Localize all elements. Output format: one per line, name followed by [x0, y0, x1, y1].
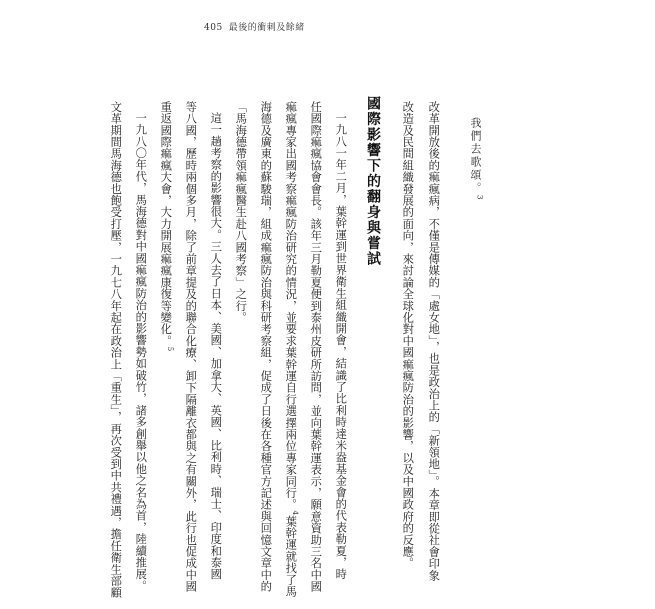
intro-line-2: 改造及民間組織發展的面向，來討論全球化對中國痲瘋防治的影響，以及中國政府的反應。 — [401, 101, 415, 569]
para3-line-2: 文革期間馬海德也飽受打壓，一九七八年起在政治上「重生」，再次受到中共禮遇，擔任衛生部顧 — [109, 101, 123, 599]
para1-line-3-text: 痲瘋專家出國考察痲瘋防治研究的情況，並要求葉幹運自行選擇兩位專家同行。 — [284, 101, 298, 511]
para1-line-3 — [285, 101, 298, 597]
section-title: 國際影響下的翻身與嘗試 — [365, 96, 381, 267]
footnote-marker-5: 5 — [166, 346, 175, 352]
para2-line-c — [160, 101, 173, 352]
para1-line-1: 一九八一年二月，葉幹運到世界衛生組織開會，結識了比利時達米盎基金會的代表勒夏，時 — [334, 112, 348, 580]
para1-line-2: 任國際痲瘋協會會長。該年三月勒夏便到泰州皮研所訪問，並向葉幹運表示，願意資助三名中國 — [309, 101, 323, 593]
para1-line-5: 「馬海德帶領痲瘋醫生赴八國考察」之行。 — [234, 101, 248, 324]
page-number: 405 — [204, 23, 223, 33]
intro-line-1: 改革開放後的痲瘋病，不僅是傳媒的「處女地」，也是政治上的「新領地」。本章即從社會印象 — [427, 101, 441, 582]
poem-line — [470, 117, 483, 201]
para2-line-a: 這一趟考察的影響很大。三人去了日本、美國、加拿大、英國、比利時、瑞士、印度和泰國 — [209, 112, 223, 580]
poem-text: 我們去歌頌。 — [469, 117, 482, 195]
para1-line-3-tail: 葉幹運就找了馬 — [284, 515, 298, 598]
para2-line-c-text: 重返國際痲瘋大會，大力開展痲瘋康復等變化。 — [159, 101, 173, 347]
running-header — [204, 20, 305, 33]
para3-line-1: 一九八〇年代，馬海德對中國痲瘋防治的影響勢如破竹，諸多創舉以他之名為首，陸續推展。 — [134, 112, 148, 592]
para2-line-b: 等八國，歷時兩個多月，除了前章提及的聯合化療、卸下隔離衣都與之有關外，此行也促成中國 — [184, 101, 198, 593]
poem-footnote-marker: 3 — [475, 195, 484, 202]
running-title: 最後的衝刺及餘緒 — [228, 23, 305, 33]
para1-line-4: 海德及廣東的蘇駿瑞，組成痲瘋防治與科研考察組，促成了日後在各種官方記述與回憶文章中的 — [259, 101, 273, 593]
footnote-marker-4: 4 — [291, 510, 300, 516]
